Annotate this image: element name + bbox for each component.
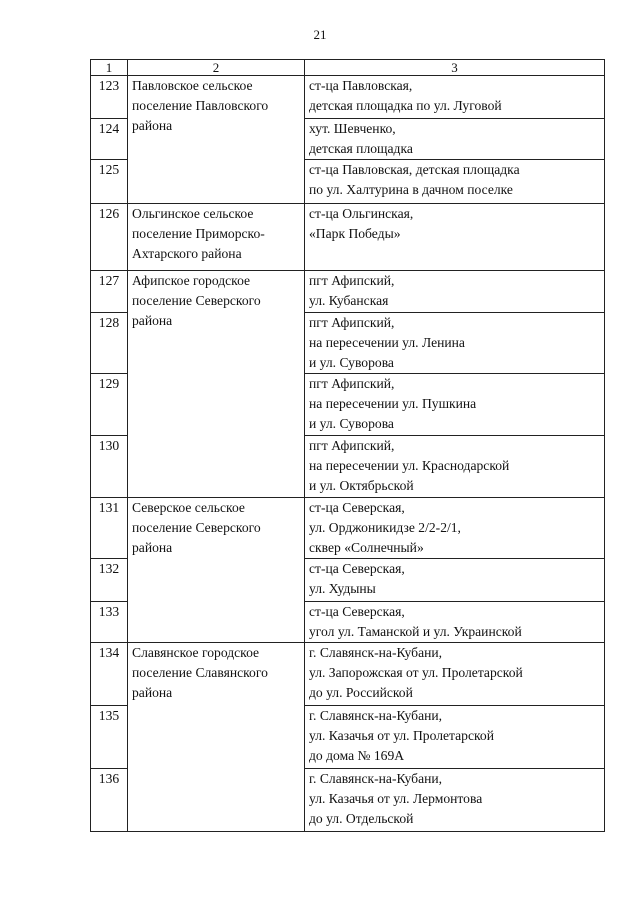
row-number: 124 <box>91 119 128 160</box>
location-description <box>305 643 605 706</box>
row-number: 132 <box>91 559 128 602</box>
location-line: ст-ца Павловская, <box>309 78 413 93</box>
locations-table <box>90 59 605 832</box>
settlement-line: поселение Северского <box>132 520 261 535</box>
location-description <box>305 313 605 374</box>
location-line: сквер «Солнечный» <box>309 540 424 555</box>
location-description <box>305 76 605 119</box>
row-number: 125 <box>91 160 128 204</box>
settlement-line: района <box>132 313 173 328</box>
row-number: 129 <box>91 374 128 436</box>
location-line: на пересечении ул. Ленина <box>309 335 465 350</box>
location-line: ул. Кубанская <box>309 293 389 308</box>
settlement-line: района <box>132 118 173 133</box>
location-description <box>305 119 605 160</box>
location-line: и ул. Октябрьской <box>309 478 414 493</box>
row-number: 136 <box>91 769 128 832</box>
location-line: ст-ца Северская, <box>309 500 405 515</box>
location-line: детская площадка <box>309 141 413 156</box>
settlement-line: поселение Славянского <box>132 665 268 680</box>
location-line: пгт Афипский, <box>309 315 395 330</box>
location-line: хут. Шевченко, <box>309 121 396 136</box>
row-number: 131 <box>91 498 128 559</box>
table-row <box>91 643 605 706</box>
table-header-row <box>91 60 605 76</box>
settlement-line: Павловское сельское <box>132 78 253 93</box>
column-header: 3 <box>305 60 605 76</box>
settlement-line: Северское сельское <box>132 500 245 515</box>
location-line: пгт Афипский, <box>309 376 395 391</box>
row-number: 127 <box>91 271 128 313</box>
location-description <box>305 271 605 313</box>
location-description <box>305 559 605 602</box>
location-line: до дома № 169А <box>309 748 405 763</box>
row-number: 128 <box>91 313 128 374</box>
settlement-line: поселение Приморско- <box>132 226 265 241</box>
location-line: по ул. Халтурина в дачном поселке <box>309 182 513 197</box>
location-line: ст-ца Северская, <box>309 604 405 619</box>
table-row <box>91 498 605 559</box>
location-line: ст-ца Северская, <box>309 561 405 576</box>
location-description <box>305 602 605 643</box>
location-description <box>305 436 605 498</box>
location-description <box>305 706 605 769</box>
location-line: ст-ца Ольгинская, <box>309 206 414 221</box>
location-line: ул. Худыны <box>309 581 376 596</box>
row-number: 134 <box>91 643 128 706</box>
location-line: пгт Афипский, <box>309 438 395 453</box>
location-line: «Парк Победы» <box>309 226 401 241</box>
location-line: до ул. Российской <box>309 685 413 700</box>
column-header: 2 <box>128 60 305 76</box>
location-line: ул. Казачья от ул. Лермонтова <box>309 791 483 806</box>
settlement-name <box>128 76 305 204</box>
settlement-line: Афипское городское <box>132 273 251 288</box>
location-line: и ул. Суворова <box>309 355 394 370</box>
location-line: на пересечении ул. Краснодарской <box>309 458 510 473</box>
settlement-line: поселение Северского <box>132 293 261 308</box>
location-line: г. Славянск-на-Кубани, <box>309 771 443 786</box>
settlement-name <box>128 498 305 643</box>
location-line: на пересечении ул. Пушкина <box>309 396 477 411</box>
table-row <box>91 204 605 271</box>
location-line: до ул. Отдельской <box>309 811 414 826</box>
location-line: г. Славянск-на-Кубани, <box>309 645 443 660</box>
table-row <box>91 76 605 119</box>
settlement-name <box>128 204 305 271</box>
row-number: 123 <box>91 76 128 119</box>
row-number: 133 <box>91 602 128 643</box>
settlement-line: района <box>132 540 173 555</box>
settlement-name <box>128 271 305 498</box>
row-number: 135 <box>91 706 128 769</box>
table-row <box>91 271 605 313</box>
location-line: и ул. Суворова <box>309 416 394 431</box>
location-line: пгт Афипский, <box>309 273 395 288</box>
settlement-line: поселение Павловского <box>132 98 269 113</box>
location-line: ул. Казачья от ул. Пролетарской <box>309 728 494 743</box>
location-description <box>305 769 605 832</box>
settlement-name <box>128 643 305 832</box>
row-number: 130 <box>91 436 128 498</box>
settlement-line: района <box>132 685 173 700</box>
location-description <box>305 498 605 559</box>
location-line: угол ул. Таманской и ул. Украинской <box>309 624 522 639</box>
location-description <box>305 160 605 204</box>
settlement-line: Славянское городское <box>132 645 260 660</box>
location-line: детская площадка по ул. Луговой <box>309 98 502 113</box>
column-header: 1 <box>91 60 128 76</box>
location-description <box>305 204 605 271</box>
location-line: г. Славянск-на-Кубани, <box>309 708 443 723</box>
location-description <box>305 374 605 436</box>
location-line: ул. Запорожская от ул. Пролетарской <box>309 665 523 680</box>
page-number: 21 <box>313 27 327 42</box>
location-line: ст-ца Павловская, детская площадка <box>309 162 520 177</box>
location-line: ул. Орджоникидзе 2/2-2/1, <box>309 520 461 535</box>
settlement-line: Ольгинское сельское <box>132 206 254 221</box>
row-number: 126 <box>91 204 128 271</box>
settlement-line: Ахтарского района <box>132 246 242 261</box>
